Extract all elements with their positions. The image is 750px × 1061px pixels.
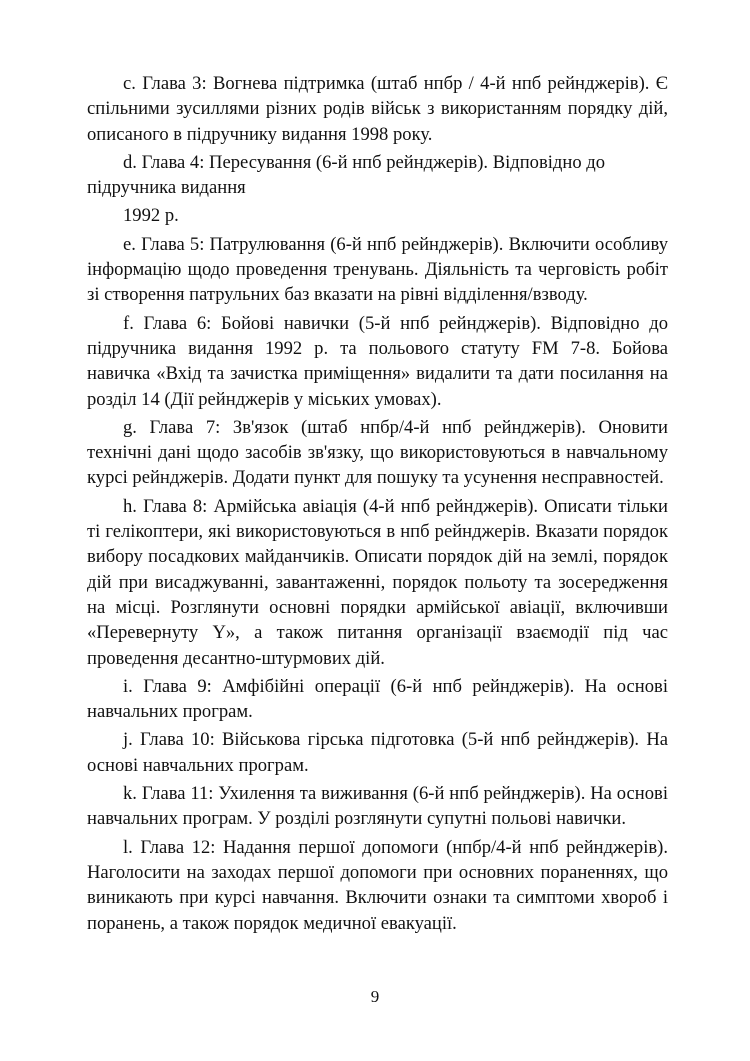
paragraph-e: e. Глава 5: Патрулювання (6-й нпб рейнджерів). Включити особливу інформацію щодо проведення тренувань. Діяльність та черговість робіт зі створення патрульних баз вказати на рівні відділення/взводу. [87, 233, 668, 306]
paragraph-k: k. Глава 11: Ухилення та виживання (6-й нпб рейнджерів). На основі навчальних програм. У розділі розглянути супутні польові навички. [87, 783, 668, 830]
paragraph-j: j. Глава 10: Військова гірська підготовка (5-й нпб рейнджерів). На основі навчальних програм. [87, 729, 668, 776]
paragraph-c: c. Глава 3: Вогнева підтримка (штаб нпбр / 4-й нпб рейнджерів). Є спільними зусиллями різних родів військ з використанням порядку дій, описаного в підручнику видання 1998 року. [87, 73, 668, 145]
page-body [87, 71, 668, 939]
paragraph-d: d. Глава 4: Пересування (6-й нпб рейнджерів). Відповідно до підручника видання [87, 151, 606, 199]
paragraph-h: h. Глава 8: Армійська авіація (4-й нпб рейнджерів). Описати тільки ті гелікоптери, які використовуються в нпб рейнджерів. Вказати порядок вибору посадкових майданчиків. Описати порядок дій на землі, порядок дій при висаджуванні, завантаженні, порядок польоту та зосередження на місці. Розглянути основні порядки армійської авіації, включивши «Перевернуту Y», а також питання організації взаємодії під час проведення десантно-штурмових дій. [87, 495, 668, 669]
page-number: 9 [370, 987, 380, 1006]
paragraph-i: i. Глава 9: Амфібійні операції (6-й нпб рейнджерів). На основі навчальних програм. [87, 675, 668, 723]
paragraph-g: g. Глава 7: Зв'язок (штаб нпбр/4-й нпб рейнджерів). Оновити технічні дані щодо засобів зв'язку, що використовуються в навчальному курсі рейнджерів. Додати пункт для пошуку та усунення несправностей. [87, 416, 668, 489]
paragraph-d-continuation: 1992 р. [123, 205, 179, 227]
paragraph-f: f. Глава 6: Бойові навички (5-й нпб рейнджерів). Відповідно до підручника видання 1992 р. та польового статуту FM 7-8. Бойова навичка «Вхід та зачистка приміщення» видалити та дати посилання на розділ 14 (Дії рейнджерів у міських умовах). [87, 312, 668, 410]
paragraph-l: l. Глава 12: Надання першої допомоги (нпбр/4-й нпб рейнджерів). Наголосити на заходах першої допомоги при основних пораненнях, що виникають при курсі навчання. Включити ознаки та симптоми хвороб і поранень, а також порядок медичної евакуації. [87, 836, 668, 934]
